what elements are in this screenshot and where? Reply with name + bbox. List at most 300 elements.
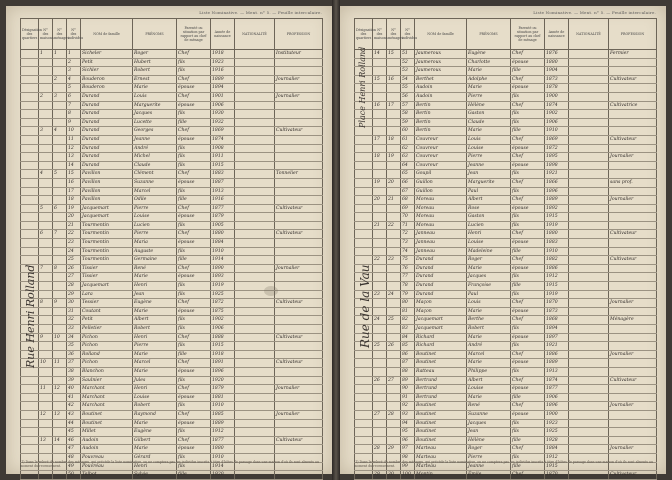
left-table-cell: Pelletier	[81, 325, 133, 334]
right-table-cell: 66	[401, 178, 415, 187]
right-table-cell: 1919	[545, 290, 569, 299]
left-table-cell	[235, 75, 275, 84]
left-table-cell: 1887	[211, 178, 235, 187]
right-table-cell: 18	[373, 153, 387, 162]
left-table-cell: 10	[67, 127, 81, 136]
right-table-cell	[387, 204, 401, 213]
left-table-cell	[39, 419, 53, 428]
right-table-cell: Janneau	[415, 230, 467, 239]
right-table-cell: Chef	[511, 50, 545, 59]
right-table-cell: 79	[401, 290, 415, 299]
right-table-cell: Jeanne	[467, 462, 511, 471]
left-table-cell: Tourmentin	[81, 247, 133, 256]
right-table-cell	[569, 135, 609, 144]
left-table-cell: 24	[67, 247, 81, 256]
right-table-cell: 1886	[545, 350, 569, 359]
right-table-cell	[373, 385, 387, 394]
left-table-cell: Rolland	[81, 350, 133, 359]
right-table-cell: Marie	[467, 333, 511, 342]
right-table-cell	[569, 153, 609, 162]
left-table-cell	[21, 118, 39, 127]
left-table-cell: Marie	[133, 350, 177, 359]
right-table-cell: 1876	[545, 50, 569, 59]
left-table-cell: 1896	[211, 367, 235, 376]
right-table-cell	[387, 127, 401, 136]
right-table-cell: 81	[401, 307, 415, 316]
right-table-cell	[569, 350, 609, 359]
right-table-cell: 1915	[545, 282, 569, 291]
left-table-cell: fils	[177, 428, 211, 437]
left-table-row	[21, 350, 323, 359]
right-table-cell	[569, 273, 609, 282]
left-table-row	[21, 316, 323, 325]
left-table-cell: Raymond	[133, 410, 177, 419]
left-table-cell: Cultivateur	[275, 333, 323, 342]
left-table-cell: 3	[53, 92, 67, 101]
right-table-row	[355, 350, 657, 359]
right-table-cell: 92	[401, 402, 415, 411]
left-table-cell	[39, 282, 53, 291]
left-table-cell: 5	[67, 84, 81, 93]
right-table-cell: Marie	[467, 393, 511, 402]
left-table-row	[21, 264, 323, 273]
right-table-cell: Françoise	[467, 282, 511, 291]
left-table-row	[21, 419, 323, 428]
right-table-cell: Chef	[511, 350, 545, 359]
left-table-cell	[53, 118, 67, 127]
right-table-cell	[609, 84, 657, 93]
right-table-cell	[373, 187, 387, 196]
right-table-cell: Jacques	[467, 419, 511, 428]
right-table-cell	[569, 282, 609, 291]
left-table-cell: fils	[177, 325, 211, 334]
right-table-cell	[609, 239, 657, 248]
right-table-cell	[373, 428, 387, 437]
right-table-cell: Durand	[415, 264, 467, 273]
left-table-cell: 45	[67, 428, 81, 437]
left-table-cell	[275, 393, 323, 402]
left-table-cell: Pierre	[133, 204, 177, 213]
left-table-cell: 9	[39, 333, 53, 342]
left-table-cell: Instituteur	[275, 50, 323, 59]
right-table-cell: Adolphe	[467, 75, 511, 84]
left-table-cell	[21, 178, 39, 187]
right-table-cell: Berthet	[415, 75, 467, 84]
left-table-cell: 33	[67, 325, 81, 334]
left-table-cell: Marcel	[133, 359, 177, 368]
left-table-cell: Lucien	[133, 221, 177, 230]
right-table-cell: 1921	[545, 342, 569, 351]
left-table-cell: René	[133, 264, 177, 273]
right-table-cell: Boutinet	[415, 428, 467, 437]
left-table-cell: Louise	[133, 393, 177, 402]
left-table-cell: Chef	[177, 230, 211, 239]
left-table-cell: 1877	[211, 436, 235, 445]
right-table-row	[355, 127, 657, 136]
left-table-cell: Durand	[81, 92, 133, 101]
left-table-cell	[21, 101, 39, 110]
left-table-cell: 1894	[211, 84, 235, 93]
left-table-cell: 1932	[211, 118, 235, 127]
left-table-cell: Journalier	[275, 410, 323, 419]
left-table-cell: Robert	[133, 67, 177, 76]
left-table-cell	[39, 273, 53, 282]
right-table-row	[355, 84, 657, 93]
left-table-cell: 1908	[211, 144, 235, 153]
left-table-cell: 1913	[211, 187, 235, 196]
left-table-cell	[275, 178, 323, 187]
right-table-cell: Chef	[511, 178, 545, 187]
left-table-cell: Durand	[81, 101, 133, 110]
left-table-cell	[235, 419, 275, 428]
left-table-row	[21, 325, 323, 334]
left-table-cell: Durand	[81, 135, 133, 144]
left-table-cell	[21, 410, 39, 419]
right-table-cell	[355, 385, 373, 394]
left-table-cell: 11	[67, 135, 81, 144]
right-table-cell	[569, 178, 609, 187]
right-table-cell: fille	[511, 436, 545, 445]
right-column-header: NATIONALITÉ	[569, 19, 609, 50]
left-table-cell: Journalier	[275, 75, 323, 84]
right-table-cell: fille	[511, 67, 545, 76]
left-table-cell: Chef	[177, 436, 211, 445]
left-table-cell	[39, 67, 53, 76]
left-table-cell	[53, 445, 67, 454]
left-table-cell: Bouderon	[81, 84, 133, 93]
right-table-cell: Montin	[415, 471, 467, 480]
left-table-cell: 6	[53, 204, 67, 213]
left-table-row	[21, 213, 323, 222]
right-column-header: PRÉNOMS	[467, 19, 511, 50]
left-table-cell	[53, 419, 67, 428]
right-table-cell: Chef	[511, 316, 545, 325]
left-table-cell	[21, 170, 39, 179]
left-table-cell: Cultivateur	[275, 436, 323, 445]
left-table-cell	[235, 196, 275, 205]
left-table-cell: 1889	[211, 419, 235, 428]
right-table-cell: 1873	[545, 307, 569, 316]
right-table-cell: Louis	[467, 299, 511, 308]
left-table-cell: 1915	[211, 161, 235, 170]
left-table-cell	[53, 256, 67, 265]
right-table-cell: Louise	[467, 144, 511, 153]
right-table-cell: Chef	[511, 376, 545, 385]
left-table-cell	[21, 58, 39, 67]
left-table-cell	[21, 92, 39, 101]
left-table-cell	[235, 247, 275, 256]
right-table-cell: 1928	[545, 436, 569, 445]
left-table-cell: fils	[177, 376, 211, 385]
right-table-cell: 78	[401, 282, 415, 291]
left-table-cell: Petit	[81, 316, 133, 325]
left-table-cell: Blanchon	[81, 367, 133, 376]
left-table-cell: Eugène	[133, 299, 177, 308]
left-table-cell: Jean	[133, 290, 177, 299]
right-table-cell	[373, 58, 387, 67]
left-table-cell	[235, 239, 275, 248]
left-table-cell: Henri	[133, 282, 177, 291]
right-table-cell: 15	[387, 50, 401, 59]
right-table-cell	[355, 170, 373, 179]
left-table-cell	[39, 307, 53, 316]
left-table-cell: 8	[53, 264, 67, 273]
right-table-cell: fils	[511, 170, 545, 179]
right-table-cell: Hélène	[467, 101, 511, 110]
right-table-cell	[569, 92, 609, 101]
right-table-cell	[569, 428, 609, 437]
right-table-cell: 96	[401, 436, 415, 445]
right-table-cell: 1921	[545, 170, 569, 179]
left-table-row	[21, 221, 323, 230]
left-table-cell: 29	[67, 290, 81, 299]
right-table-cell: 16	[387, 75, 401, 84]
right-table-cell: Fermier	[609, 50, 657, 59]
right-table-cell: 1912	[545, 273, 569, 282]
left-table-cell: Marie	[133, 307, 177, 316]
left-table-cell: fils	[177, 67, 211, 76]
left-table-cell	[53, 84, 67, 93]
right-table-cell	[609, 307, 657, 316]
right-table-cell: 1878	[545, 84, 569, 93]
left-table-cell	[235, 67, 275, 76]
right-table-cell: 1896	[545, 402, 569, 411]
right-table-cell	[609, 342, 657, 351]
right-table-cell	[569, 256, 609, 265]
right-table-cell	[387, 110, 401, 119]
left-column-header: N° des maisons	[39, 19, 53, 50]
left-table-cell	[21, 67, 39, 76]
left-table-cell: 28	[67, 282, 81, 291]
left-table-cell	[21, 239, 39, 248]
right-table-cell: fils	[511, 213, 545, 222]
left-table-cell: Albert	[133, 316, 177, 325]
right-table-cell: Marie	[467, 264, 511, 273]
right-table-cell: Chef	[511, 402, 545, 411]
right-table-cell	[609, 118, 657, 127]
right-table-cell	[387, 367, 401, 376]
left-table-row	[21, 393, 323, 402]
left-table-cell: fils	[177, 221, 211, 230]
right-table-cell	[569, 239, 609, 248]
left-table-cell	[39, 110, 53, 119]
left-table-cell	[53, 342, 67, 351]
left-table-cell	[39, 367, 53, 376]
left-table-cell	[53, 247, 67, 256]
right-table-cell: fille	[511, 247, 545, 256]
right-table-cell: Jacquemart	[415, 325, 467, 334]
left-table-row	[21, 92, 323, 101]
left-table-row	[21, 84, 323, 93]
right-table-cell	[387, 359, 401, 368]
right-table-cell: 53	[401, 67, 415, 76]
left-table-cell: 7	[53, 230, 67, 239]
left-table-cell: 1879	[211, 213, 235, 222]
right-table-cell: Journalier	[609, 350, 657, 359]
left-table-cell	[39, 187, 53, 196]
left-table-cell	[21, 393, 39, 402]
right-table-cell: Boutinet	[415, 359, 467, 368]
right-table-cell	[373, 436, 387, 445]
left-table-cell	[275, 428, 323, 437]
right-table-cell: 1915	[545, 462, 569, 471]
left-table-cell	[235, 307, 275, 316]
left-table-cell	[39, 445, 53, 454]
left-table-row	[21, 385, 323, 394]
right-table-cell: Cultivateur	[609, 376, 657, 385]
right-table-cell: Pierre	[467, 453, 511, 462]
left-table-row	[21, 75, 323, 84]
left-table-cell: Pierre	[133, 342, 177, 351]
right-table-cell	[609, 110, 657, 119]
left-table-cell	[275, 196, 323, 205]
right-table-cell: Chef	[511, 135, 545, 144]
right-table-cell: épouse	[511, 204, 545, 213]
left-table-cell	[275, 239, 323, 248]
right-table-cell	[609, 221, 657, 230]
right-table-cell: Couvreur	[415, 161, 467, 170]
right-table-cell	[609, 247, 657, 256]
right-table-cell: 69	[401, 204, 415, 213]
left-table-cell: 46	[67, 436, 81, 445]
left-table-cell	[275, 350, 323, 359]
left-table-cell: Georges	[133, 127, 177, 136]
left-table-cell: 17	[67, 187, 81, 196]
left-table-cell	[275, 342, 323, 351]
right-table-cell: 75	[401, 256, 415, 265]
right-table-cell: Marie	[467, 359, 511, 368]
right-table-cell: 57	[401, 101, 415, 110]
left-column-header: N° des ménages	[53, 19, 67, 50]
left-table-cell: fils	[177, 144, 211, 153]
left-table-cell	[275, 402, 323, 411]
right-table-cell: 23	[387, 256, 401, 265]
left-table-cell: 31	[67, 307, 81, 316]
right-table-row	[355, 290, 657, 299]
left-table-cell	[39, 196, 53, 205]
left-table-cell: 40	[67, 385, 81, 394]
right-table-cell: épouse	[511, 410, 545, 419]
right-table-cell	[373, 367, 387, 376]
left-table-cell: 1914	[211, 256, 235, 265]
left-table-cell: épouse	[177, 135, 211, 144]
right-table-cell: Eugène	[467, 50, 511, 59]
left-table-cell: 21	[67, 221, 81, 230]
left-table-cell: Tissier	[81, 273, 133, 282]
left-table-cell	[39, 316, 53, 325]
right-table-row	[355, 239, 657, 248]
left-table-cell	[21, 213, 39, 222]
left-table-cell: 1918	[211, 50, 235, 59]
right-table-cell	[609, 144, 657, 153]
left-table-cell	[235, 273, 275, 282]
left-table-cell: Chef	[177, 127, 211, 136]
left-table-cell: 12	[67, 144, 81, 153]
right-table-cell: Bertin	[415, 127, 467, 136]
left-table-cell: Roger	[133, 50, 177, 59]
right-table-cell: Guillon	[415, 187, 467, 196]
left-table-cell: 47	[67, 445, 81, 454]
right-table-cell: épouse	[511, 264, 545, 273]
left-table-cell: Bouderon	[81, 75, 133, 84]
left-table-cell: fils	[177, 58, 211, 67]
right-table-cell: 100	[401, 471, 415, 480]
right-table-cell: fils	[511, 367, 545, 376]
paper-stain	[264, 286, 278, 296]
right-table-row	[355, 144, 657, 153]
right-table-cell: 89	[401, 376, 415, 385]
left-table-cell	[275, 367, 323, 376]
left-table-cell: Lucette	[133, 118, 177, 127]
left-table-cell: Pouvreau	[81, 453, 133, 462]
right-table-cell	[355, 350, 373, 359]
right-table-cell: 98	[401, 453, 415, 462]
right-table-cell: 1868	[545, 316, 569, 325]
left-table-cell	[53, 58, 67, 67]
left-table-cell	[53, 307, 67, 316]
left-table-cell: Millet	[81, 428, 133, 437]
left-table-cell: Chef	[177, 264, 211, 273]
left-table-cell	[53, 187, 67, 196]
right-table-cell: épouse	[511, 161, 545, 170]
left-table-cell	[53, 290, 67, 299]
right-table-cell: 1873	[545, 75, 569, 84]
right-table-cell: Boutinet	[415, 410, 467, 419]
right-table-cell	[387, 299, 401, 308]
right-column-header: Désignation des quartiers	[355, 19, 373, 50]
right-table-cell	[355, 247, 373, 256]
right-table-cell: Marteau	[415, 445, 467, 454]
right-table-row	[355, 428, 657, 437]
left-table-cell: 5	[53, 170, 67, 179]
right-table-cell: Chef	[511, 445, 545, 454]
right-table-cell	[355, 419, 373, 428]
right-table-cell	[373, 170, 387, 179]
right-table-cell: Cultivatrice	[609, 101, 657, 110]
right-table-cell: fils	[511, 428, 545, 437]
right-table-cell: 27	[373, 410, 387, 419]
left-table-cell	[39, 221, 53, 230]
left-table-cell: 4	[39, 170, 53, 179]
left-table-cell	[275, 445, 323, 454]
left-table-cell	[21, 153, 39, 162]
right-table-cell	[609, 428, 657, 437]
right-table-cell: 67	[401, 187, 415, 196]
left-table-cell: Auguste	[133, 247, 177, 256]
right-table-cell: 51	[401, 50, 415, 59]
left-table-cell	[235, 118, 275, 127]
right-table-cell: 1866	[545, 178, 569, 187]
left-table-cell	[235, 161, 275, 170]
right-table-cell: 99	[401, 462, 415, 471]
right-table-cell: Journalier	[609, 153, 657, 162]
left-table-cell: fille	[177, 118, 211, 127]
right-table-cell: Marteau	[415, 453, 467, 462]
left-table-cell: Chef	[177, 410, 211, 419]
left-table-row	[21, 299, 323, 308]
right-table-cell	[387, 187, 401, 196]
right-table-cell	[355, 135, 373, 144]
right-table-cell	[569, 221, 609, 230]
right-table-cell: Couvreur	[415, 144, 467, 153]
right-table-cell: Jean	[467, 170, 511, 179]
left-table-cell	[53, 213, 67, 222]
right-table-cell: épouse	[511, 239, 545, 248]
right-table-cell: Jaumeroux	[415, 58, 467, 67]
right-table-body	[355, 50, 657, 480]
right-table-cell: Marie	[467, 84, 511, 93]
left-table-cell	[275, 101, 323, 110]
